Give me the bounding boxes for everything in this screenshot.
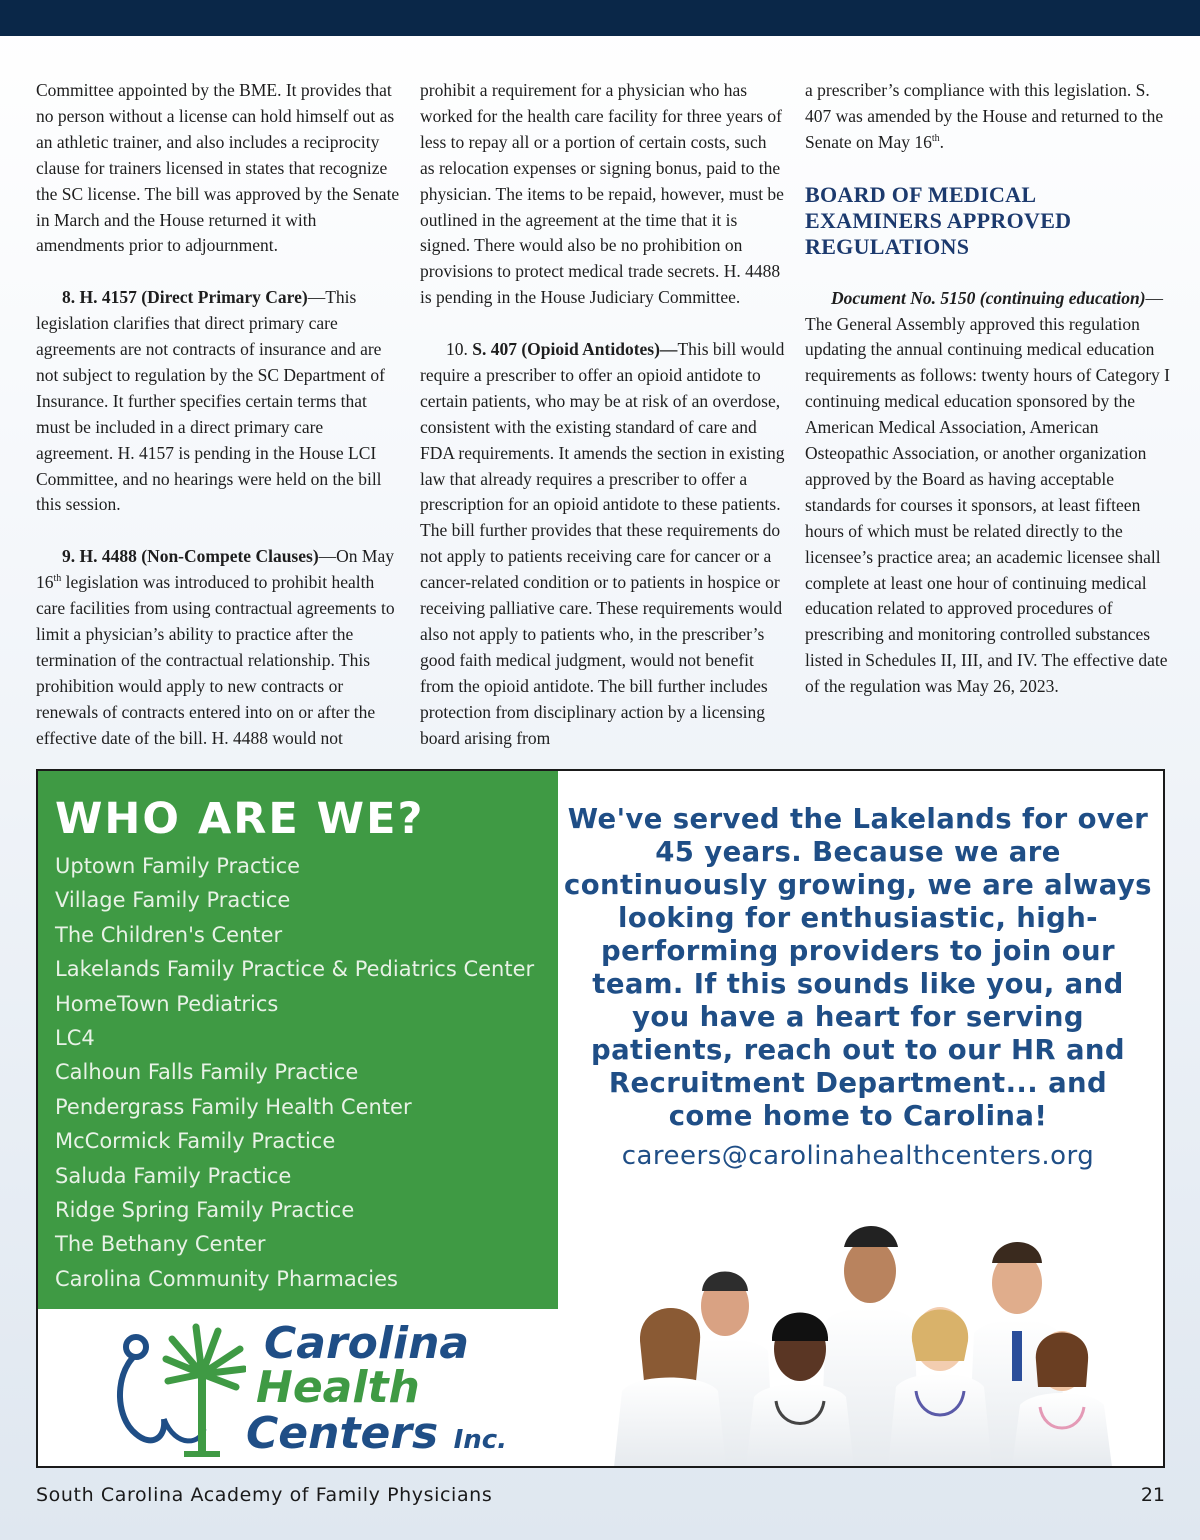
article-column-1 (36, 78, 401, 752)
carolina-health-centers-logo (106, 1319, 526, 1468)
doctor-figure (614, 1308, 726, 1467)
practice-list (55, 849, 558, 1296)
section-heading: BOARD OF MEDICAL EXAMINERS APPROVED REGULATIONS (805, 181, 1072, 259)
list-item: The Children's Center (55, 922, 283, 947)
recruitment-message: We've served the Lakelands for over 45 years. Because we are continuously growing, we are always looking for enthusiastic, high-performing providers to join our team. If this sounds like you, and you have a heart for serving patients, reach out to our HR and Recruitment Department... and come home to Carolina! (564, 803, 1152, 1132)
list-item: HomeTown Pediatrics (55, 991, 279, 1016)
list-item: Lakelands Family Practice & Pediatrics Center (55, 957, 535, 982)
carolina-health-centers-ad (36, 769, 1165, 1468)
list-item: Pendergrass Family Health Center (55, 1094, 412, 1119)
list-item: The Bethany Center (55, 1232, 266, 1257)
list-item: Uptown Family Practice (55, 854, 301, 878)
list-item: Calhoun Falls Family Practice (55, 1060, 359, 1085)
publication-name: South Carolina Academy of Family Physicians (36, 1484, 493, 1506)
logo-word-health: Health (256, 1362, 420, 1413)
logo-word-centers: Centers Inc. (246, 1408, 508, 1459)
careers-email-link[interactable]: careers@carolinahealthcenters.org (621, 1141, 1095, 1171)
who-are-we-panel (38, 771, 558, 1309)
list-item: LC4 (55, 1026, 95, 1051)
paragraph: a prescriber’s compliance with this legislation. S. 407 was amended by the House and returned to the Senate on May 16th. (805, 80, 1164, 152)
list-item: Ridge Spring Family Practice (55, 1198, 355, 1223)
bill-item-9: 9. H. 4488 (Non-Compete Clauses)—On May 16th legislation was introduced to prohibit health care facilities from using contractual agreements to limit a physician’s ability to practice after the termination of the contractual relationship. This prohibition would apply to new contracts or renewals of contracts entered into on or after the effective date of the bill. H. 4488 would not (36, 546, 395, 748)
bill-item-8: 8. H. 4157 (Direct Primary Care)—This legislation clarifies that direct primary care agreements are not contracts of insurance and are not subject to regulation by the SC Department of Insurance. It further specifies certain terms that must be included in a direct primary care agreement. H. 4157 is pending in the House LCI Committee, and no hearings were held on the bill this session. (36, 287, 385, 515)
stethoscope-palmetto-icon (106, 1319, 246, 1468)
top-banner-bar (0, 0, 1200, 36)
list-item: McCormick Family Practice (55, 1129, 336, 1154)
page-number: 21 (1140, 1484, 1165, 1506)
paragraph: Committee appointed by the BME. It provides that no person without a license can hold himself out as an athletic trainer, and also includes a reciprocity clause for trainers licensed in states that recognize the SC license. The bill was approved by the Senate in March and the House returned it with amendments prior to adjournment. (36, 80, 400, 256)
article-column-3 (805, 78, 1170, 700)
list-item: Carolina Community Pharmacies (55, 1266, 398, 1291)
regulation-item: Document No. 5150 (continuing education)—The General Assembly approved this regulation updating the annual continuing medical education requirements as follows: twenty hours of Category I continuing medical education sponsored by the American Medical Association, American Osteopathic Association, or another organization approved by the Board as having acceptable standards for courses it sponsors, at least fifteen hours of which must be related directly to the licensee’s practice area; an academic licensee shall complete at least one hour of continuing medical education related to approved procedures of prescribing and monitoring controlled substances listed in Schedules II, III, and IV. The effective date of the regulation was May 26, 2023. (805, 287, 1170, 697)
list-item: Village Family Practice (55, 888, 291, 913)
list-item: Saluda Family Practice (55, 1163, 292, 1188)
paragraph: prohibit a requirement for a physician who has worked for the health care facility for three years of less to repay all or a portion of certain costs, such as relocation expenses or signing bonus, paid to the physician. The items to be repaid, however, must be outlined in the agreement at the time that it is signed. There would also be no prohibition on provisions to protect medical trade secrets. H. 4488 is pending in the House Judiciary Committee. (420, 80, 784, 308)
medical-team-photo (600, 1191, 1160, 1467)
article-column-2 (420, 78, 785, 752)
bill-item-10: 10. S. 407 (Opioid Antidotes)—This bill would require a prescriber to offer an opioid antidote to certain patients, who may be at risk of an overdose, consistent with the existing standard of care and FDA requirements. It amends the section in existing law that already requires a prescriber to offer a prescription for an opioid antidote to these patients. The bill further provides that these requirements do not apply to patients receiving care for cancer or a cancer-related condition or to patients in hospice or receiving palliative care. These requirements would also not apply to patients who, in the prescriber’s good faith medical judgment, would not benefit from the opioid antidote. The bill further includes protection from disciplinary action by a licensing board arising from (420, 339, 785, 748)
ad-title: WHO ARE WE? (55, 794, 425, 844)
logo-word-carolina: Carolina (264, 1318, 470, 1369)
